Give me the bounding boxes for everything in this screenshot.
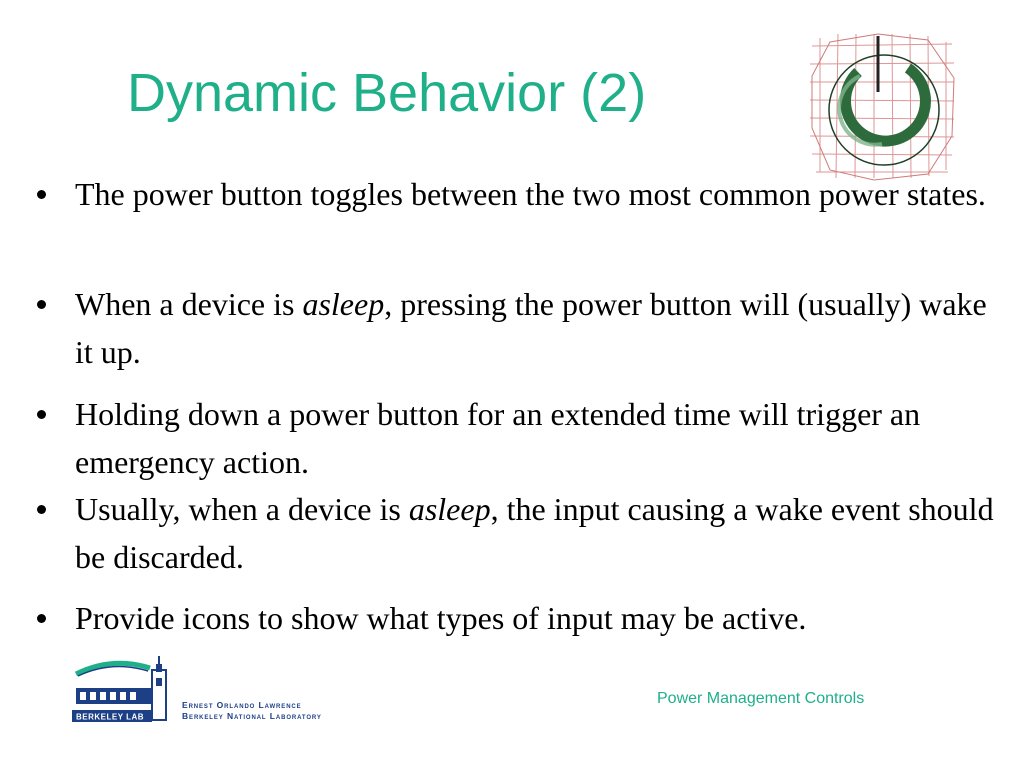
- bullet-dot: [37, 614, 46, 623]
- bullet-item: [34, 594, 994, 642]
- lab-badge: BERKELEY LAB: [76, 712, 145, 722]
- bullet-item: [34, 485, 994, 581]
- lab-name-line1: Ernest Orlando Lawrence: [182, 700, 302, 710]
- bullet-text: The power button toggles between the two most common power states.: [75, 176, 986, 212]
- bullet-text: When a device is asleep, pressing the power button will (usually) wake it up.: [75, 286, 987, 370]
- power-symbol-icon: [808, 32, 958, 182]
- bullet-text: Usually, when a device is asleep, the input causing a wake event should be discarded.: [75, 491, 994, 575]
- bullet-dot: [37, 190, 46, 199]
- lab-name-line2: Berkeley National Laboratory: [182, 711, 322, 721]
- berkeley-lab-logo: [72, 652, 182, 724]
- bullet-text: Holding down a power button for an extended time will trigger an emergency action.: [75, 396, 921, 480]
- bullet-text: Provide icons to show what types of input may be active.: [75, 600, 807, 636]
- bullet-dot: [37, 410, 46, 419]
- lab-name: [182, 700, 322, 722]
- footer-title: Power Management Controls: [657, 690, 865, 707]
- slide-title: Dynamic Behavior (2): [127, 63, 647, 123]
- bullet-item: [34, 390, 994, 486]
- bullet-item: [34, 280, 994, 376]
- bullet-dot: [37, 300, 46, 309]
- bullet-item: [34, 170, 994, 218]
- bullet-dot: [37, 505, 46, 514]
